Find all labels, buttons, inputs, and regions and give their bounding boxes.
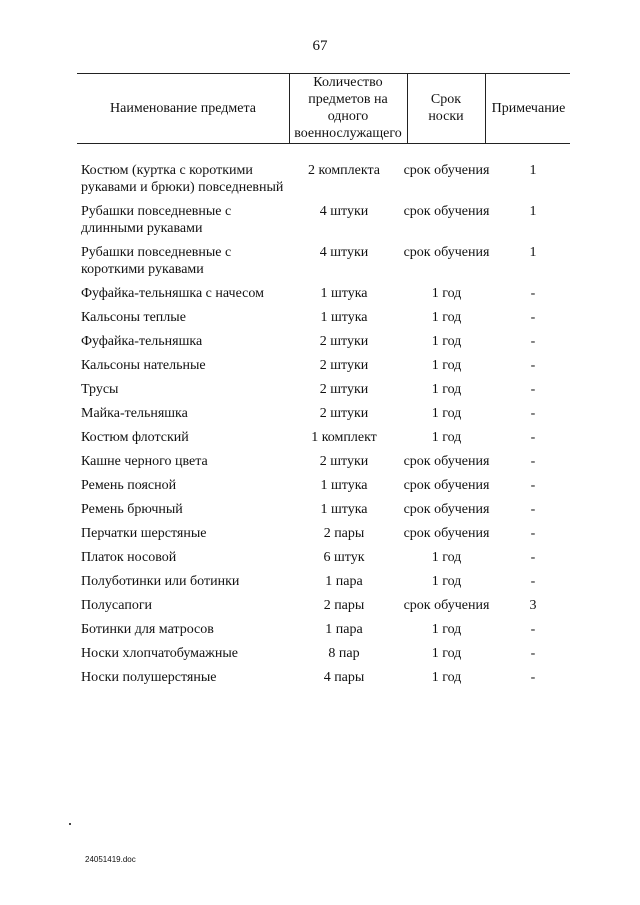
cell-wear-term: срок обучения bbox=[403, 478, 490, 493]
cell-wear-term: 1 год bbox=[431, 358, 462, 373]
table-row bbox=[77, 621, 572, 638]
cell-quantity: 1 штука bbox=[320, 502, 368, 517]
cell-wear-term: 1 год bbox=[431, 550, 462, 565]
cell-wear-term: 1 год bbox=[431, 430, 462, 445]
table-row bbox=[77, 669, 572, 686]
cell-item-name: Костюм (куртка с короткими рукавами и брюки) повседневный bbox=[81, 163, 284, 195]
cell-quantity: 1 пара bbox=[325, 622, 363, 637]
header-bottom-rule bbox=[77, 143, 570, 144]
table-row bbox=[77, 381, 572, 398]
cell-wear-term: 1 год bbox=[431, 286, 462, 301]
header-quantity: Количество предметов на одного военнослужащего bbox=[294, 75, 402, 141]
cell-item-name: Кальсоны нательные bbox=[81, 358, 206, 373]
cell-item-name: Перчатки шерстяные bbox=[81, 526, 207, 541]
cell-quantity: 2 штуки bbox=[319, 406, 369, 421]
cell-quantity: 2 штуки bbox=[319, 334, 369, 349]
cell-wear-term: 1 год bbox=[431, 574, 462, 589]
header-wear-term: Срок носки bbox=[428, 92, 464, 124]
cell-wear-term: срок обучения bbox=[403, 245, 490, 260]
cell-wear-term: срок обучения bbox=[403, 502, 490, 517]
table-row bbox=[77, 549, 572, 566]
cell-quantity: 1 комплект bbox=[311, 430, 377, 445]
cell-note: - bbox=[530, 406, 536, 421]
table-row bbox=[77, 162, 572, 196]
cell-quantity: 2 пары bbox=[323, 598, 365, 613]
cell-note: - bbox=[530, 358, 536, 373]
cell-item-name: Кашне черного цвета bbox=[81, 454, 208, 469]
cell-item-name: Костюм флотский bbox=[81, 430, 189, 445]
cell-item-name: Фуфайка-тельняшка bbox=[81, 334, 203, 349]
cell-quantity: 1 штука bbox=[320, 310, 368, 325]
table-row bbox=[77, 453, 572, 470]
cell-note: - bbox=[530, 454, 536, 469]
cell-item-name: Носки хлопчатобумажные bbox=[81, 646, 238, 661]
cell-quantity: 1 штука bbox=[320, 286, 368, 301]
cell-note: 1 bbox=[529, 204, 537, 219]
table-body bbox=[77, 162, 572, 693]
cell-item-name: Ремень брючный bbox=[81, 502, 183, 517]
cell-wear-term: 1 год bbox=[431, 310, 462, 325]
cell-wear-term: 1 год bbox=[431, 646, 462, 661]
cell-note: - bbox=[530, 478, 536, 493]
cell-quantity: 2 комплекта bbox=[308, 163, 380, 178]
cell-quantity: 1 штука bbox=[320, 478, 368, 493]
table-row bbox=[77, 285, 572, 302]
cell-item-name: Носки полушерстяные bbox=[81, 670, 217, 685]
cell-note: - bbox=[530, 646, 536, 661]
cell-quantity: 4 штуки bbox=[319, 204, 369, 219]
cell-quantity: 4 штуки bbox=[319, 245, 369, 260]
cell-note: 1 bbox=[529, 245, 537, 260]
cell-wear-term: 1 год bbox=[431, 334, 462, 349]
cell-quantity: 2 пары bbox=[323, 526, 365, 541]
table-row bbox=[77, 477, 572, 494]
cell-quantity: 8 пар bbox=[328, 646, 360, 661]
cell-item-name: Фуфайка-тельняшка с начесом bbox=[81, 286, 264, 301]
page-number: 67 bbox=[312, 38, 328, 54]
cell-item-name: Майка-тельняшка bbox=[81, 406, 188, 421]
cell-item-name: Рубашки повседневные с длинными рукавами bbox=[81, 204, 232, 236]
cell-wear-term: срок обучения bbox=[403, 454, 490, 469]
table-row bbox=[77, 244, 572, 278]
table-row bbox=[77, 525, 572, 542]
table-row bbox=[77, 501, 572, 518]
cell-item-name: Ботинки для матросов bbox=[81, 622, 214, 637]
table-row bbox=[77, 357, 572, 374]
cell-item-name: Ремень поясной bbox=[81, 478, 177, 493]
cell-quantity: 2 штуки bbox=[319, 358, 369, 373]
cell-wear-term: 1 год bbox=[431, 382, 462, 397]
table-row bbox=[77, 309, 572, 326]
cell-item-name: Полусапоги bbox=[81, 598, 153, 613]
cell-item-name: Рубашки повседневные с короткими рукавами bbox=[81, 245, 232, 277]
cell-wear-term: 1 год bbox=[431, 406, 462, 421]
cell-note: - bbox=[530, 430, 536, 445]
cell-note: 3 bbox=[529, 598, 537, 613]
cell-note: - bbox=[530, 334, 536, 349]
table-row bbox=[77, 203, 572, 237]
cell-note: - bbox=[530, 310, 536, 325]
cell-quantity: 2 штуки bbox=[319, 454, 369, 469]
cell-note: - bbox=[530, 670, 536, 685]
cell-quantity: 6 штук bbox=[323, 550, 365, 565]
table-row bbox=[77, 405, 572, 422]
cell-item-name: Трусы bbox=[81, 382, 119, 397]
cell-wear-term: срок обучения bbox=[403, 163, 490, 178]
cell-quantity: 1 пара bbox=[325, 574, 363, 589]
header-note: Примечание bbox=[491, 100, 566, 116]
table-row bbox=[77, 645, 572, 662]
scan-speck bbox=[69, 823, 71, 825]
cell-note: 1 bbox=[529, 163, 537, 178]
cell-item-name: Полуботинки или ботинки bbox=[81, 574, 240, 589]
cell-wear-term: срок обучения bbox=[403, 526, 490, 541]
cell-wear-term: срок обучения bbox=[403, 598, 490, 613]
cell-item-name: Платок носовой bbox=[81, 550, 177, 565]
cell-note: - bbox=[530, 526, 536, 541]
cell-wear-term: 1 год bbox=[431, 622, 462, 637]
header-item-name: Наименование предмета bbox=[110, 100, 256, 116]
cell-wear-term: 1 год bbox=[431, 670, 462, 685]
table-row bbox=[77, 429, 572, 446]
cell-note: - bbox=[530, 286, 536, 301]
cell-note: - bbox=[530, 622, 536, 637]
footer-file-code: 24051419.doc bbox=[85, 855, 136, 864]
cell-note: - bbox=[530, 574, 536, 589]
cell-item-name: Кальсоны теплые bbox=[81, 310, 186, 325]
cell-quantity: 4 пары bbox=[323, 670, 365, 685]
table-row bbox=[77, 597, 572, 614]
table-row bbox=[77, 333, 572, 350]
cell-quantity: 2 штуки bbox=[319, 382, 369, 397]
cell-wear-term: срок обучения bbox=[403, 204, 490, 219]
cell-note: - bbox=[530, 502, 536, 517]
cell-note: - bbox=[530, 382, 536, 397]
table-row bbox=[77, 573, 572, 590]
cell-note: - bbox=[530, 550, 536, 565]
